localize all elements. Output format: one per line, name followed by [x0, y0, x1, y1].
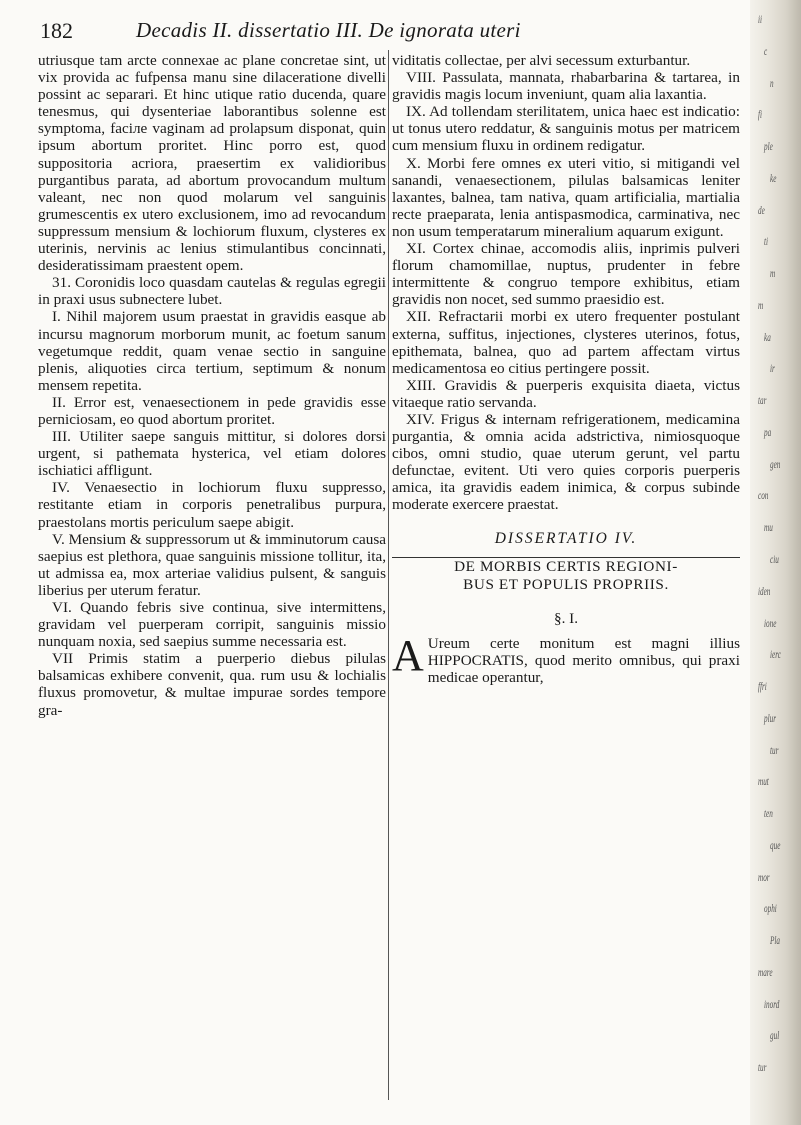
edge-fragment: ffri — [758, 679, 767, 694]
edge-fragment: ti — [764, 234, 769, 249]
edge-fragment: pa — [764, 424, 772, 439]
edge-fragment: m — [770, 266, 776, 281]
edge-fragment: mu — [764, 520, 773, 535]
paragraph: I. Nihil majorem usum praestat in gravidis easque ab incursu magnorum morborum munit, ac foetum sanum vegetumque reddit, quam venae sectio in sanguine plenis, aliquoties circa tertium, septimum & nonum mensem repetita. — [38, 308, 386, 394]
facing-page-edge — [750, 0, 801, 1125]
edge-fragment: ten — [764, 806, 773, 821]
dissertation-label: DISSERTATIO IV. — [494, 529, 638, 547]
edge-fragment: ierc — [770, 647, 781, 662]
paragraph: XIII. Gravidis & puerperis exquisita diaeta, victus vitaeque ratio servanda. — [392, 376, 740, 411]
edge-fragment: plur — [764, 710, 777, 725]
paragraph: utriusque tam arcte connexae ac plane concretae sint, ut vix provida ac fufpensa manu sine dilaceratione divelli possint ac separari. Et hinc utique ratio ducenda, quare tenesmus, qui dysenteriae laborantibus solenne est symptoma, faciле vaginam ad prolapsum disponat, quin ipsum abortum proritet. Hinc porro est, quod suppositoria acriora, praesertim ex validioribus purgantibus parata, ad abortum provocandum multum valeant, nec non quod molarum vel sanguinis grumescentis ex utero exclusionem, imo ad revocandum suppressum mensium & lochiorum fluxum, clysteres ex uterinis, nervinis ac lenius stimulantibus concinnati, desideratissimam praestent opem. — [38, 52, 386, 275]
edge-fragment: ione — [764, 615, 777, 630]
paragraph: XI. Cortex chinae, accomodis aliis, inprimis pulveri florum chamomillae, nuptus, prudenter in febre intermittente & congruo tempore exhibitus, etiam gravidis non nocet, sed summo praesidio est. — [392, 240, 740, 309]
drop-cap: A — [392, 630, 424, 680]
edge-fragment: ciu — [770, 552, 779, 566]
running-header — [40, 18, 740, 48]
edge-fragment: ka — [764, 329, 771, 344]
edge-fragment: c — [764, 43, 768, 58]
paragraph: viditatis collectae, per alvi secessum exturbantur. — [392, 52, 691, 69]
edge-fragment: ir — [770, 361, 775, 376]
edge-fragment: que — [770, 837, 781, 852]
left-column — [38, 52, 386, 719]
right-column — [392, 52, 740, 686]
edge-fragment: con — [758, 488, 769, 503]
edge-fragment: mare — [758, 964, 773, 979]
edge-fragment: ple — [764, 139, 773, 154]
paragraph: VIII. Passulata, mannata, rhabarbarina & tartarea, in gravidis magis locum inveniunt, quam alia laxantia. — [392, 69, 740, 104]
edge-fragment: de — [758, 202, 765, 217]
dissertation-title-line1: DE MORBIS CERTIS REGIONI- — [454, 557, 678, 575]
paragraph: XII. Refractarii morbi ex utero frequenter postulant externa, suffitus, injectiones, clysteres uterinos, fotus, epithemata, balnea, quo ad partem affectam virtus medicamentosa eo citius pertingere possit. — [392, 308, 740, 377]
paragraph: 31. Coronidis loco quasdam cautelas & regulas egregii in praxi usus subnectere lubet. — [38, 274, 386, 309]
paragraph: VII Primis statim a puerperio diebus pilulas balsamicas exhibere convenit, qua. rum usu & lochialis fluxus promovetur, & multae impurae sordes tempore gra- — [38, 650, 386, 719]
section-number: §. I. — [553, 609, 579, 627]
dissertation-title-line2: BUS ET POPULIS PROPRIIS. — [463, 575, 669, 593]
paragraph: IX. Ad tollendam sterilitatem, unica haec est indicatio: ut tonus utero reddatur, & sanguinis motus per matricem cum mensium fluxu in ordinem redigatur. — [392, 103, 740, 155]
opening-text: Ureum certe monitum est magni illius HIPPOCRATIS, quod merito omnibus, qui praxi medicae operantur, — [427, 634, 740, 686]
edge-fragment: ophi — [764, 901, 777, 916]
opening-paragraph — [392, 630, 740, 686]
paragraph: IV. Venaesectio in lochiorum fluxu suppresso, restitante etiam in corporis penetralibus purpura, praestolans mortis periculum saepe abigit. — [38, 479, 386, 531]
edge-fragment: gen — [770, 456, 781, 471]
paragraph: III. Utiliter saepe sanguis mittitur, si dolores dorsi urgent, si pathemata hysterica, vel etiam dolores ischiatici affligunt. — [38, 428, 386, 480]
running-title: Decadis II. dissertatio III. De ignorata uteri — [136, 18, 521, 42]
edge-fragment: n — [770, 75, 774, 90]
paragraph: II. Error est, venaesectionem in pede gravidis esse perniciosam, eo quod abortum proritet. — [38, 393, 386, 428]
edge-fragment: ii — [758, 12, 763, 26]
edge-fragment: tur — [758, 1060, 767, 1075]
paragraph: V. Mensium & suppressorum ut & imminutorum causa saepius est plethora, quae sanguinis missione tollitur, ita, ut admissa ea, mox arteriae validius pulsent, & sanguis liberius per uterum feratur. — [38, 530, 386, 599]
edge-fragment: iden — [758, 583, 771, 598]
paragraph: VI. Quando febris sive continua, sive intermittens, gravidam vel puerperam corripit, sanguinis missio nunquam noxia, sed saepius summe necessaria est. — [38, 599, 386, 651]
edge-fragment: mor — [758, 869, 770, 884]
edge-fragment: inord — [764, 996, 780, 1011]
edge-fragment: m — [758, 297, 764, 312]
edge-fragment: ke — [770, 170, 777, 185]
edge-fragment: tur — [770, 742, 779, 757]
page-number: 182 — [40, 18, 73, 43]
edge-fragment: Pla — [770, 933, 781, 948]
paragraph: X. Morbi fere omnes ex uteri vitio, si mitigandi vel sanandi, venaesectionem, pilulas balsamicas leniter laxantes, balnea, tam nativa, quam artificialia, martialia recte praeparata, lenia antispasmodica, carminativa, nec non usum temperatarum mineralium aquarum exigunt. — [392, 154, 740, 240]
column-divider — [388, 50, 389, 1100]
paragraph: XIV. Frigus & internam refrigerationem, medicamina purgantia, & omnia acida adstrictiva, nimiosquoque cibos, omni studio, quae uterum gerunt, vel partu defunctae, evitent. Uti vero quies corporis puerperis amica, ita gravidis eadem inimica, & corpus subinde moderate exercere praestat. — [392, 410, 740, 514]
edge-fragment: mut — [758, 774, 769, 789]
edge-fragment: gul — [770, 1028, 780, 1043]
edge-fragment: tar — [758, 393, 767, 408]
edge-fragment: fi — [758, 107, 763, 122]
